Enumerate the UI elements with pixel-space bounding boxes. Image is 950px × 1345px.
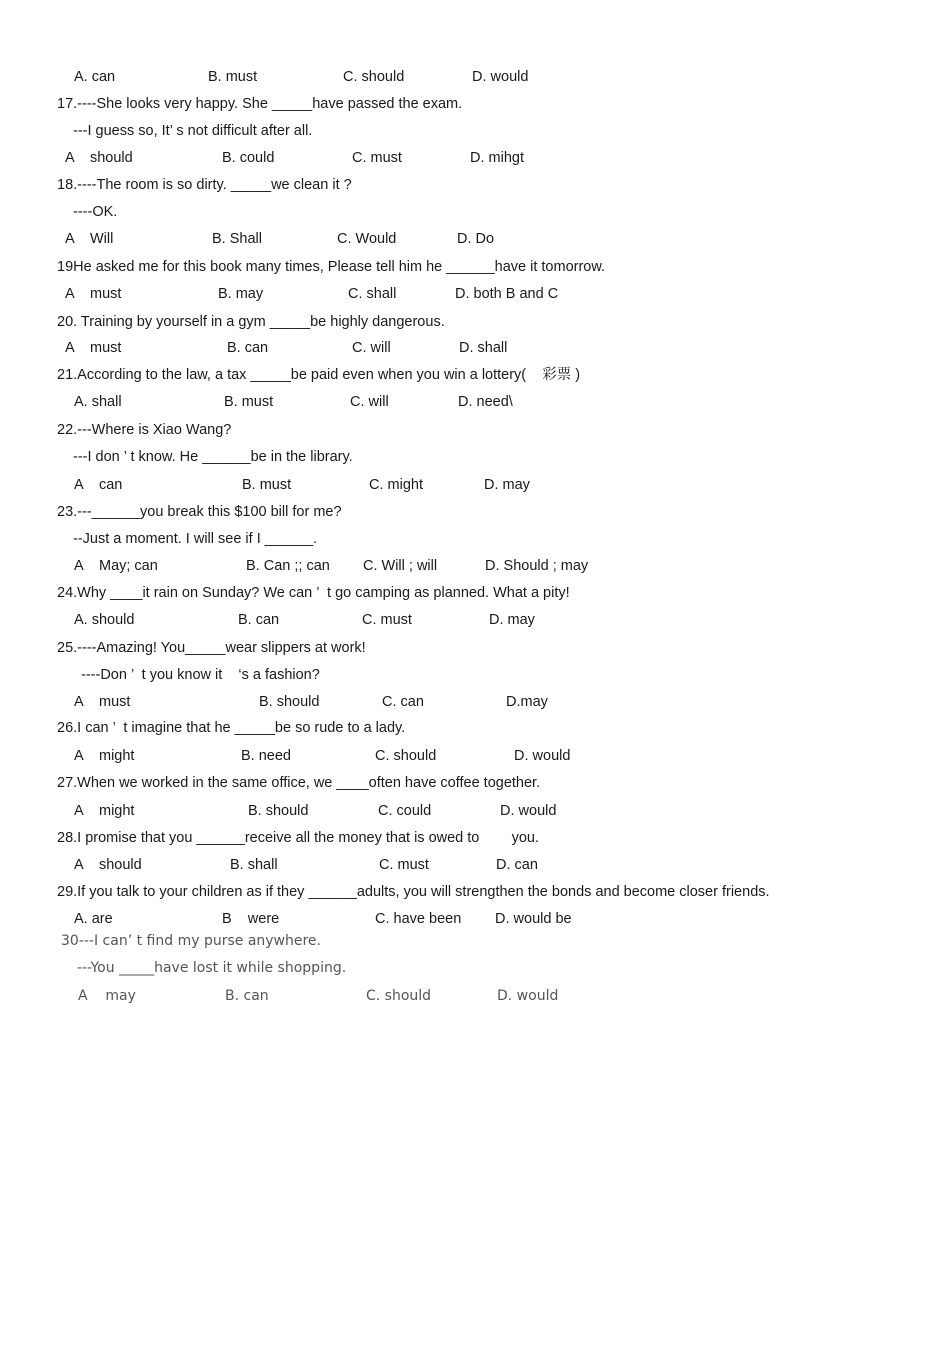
option-c: C. might [369,477,423,493]
question-29: 29.If you talk to your children as if they ______adults, you will strengthen the bonds and become closer friends. [57,884,770,900]
option-d: D. would [500,803,557,819]
option-b: B. need [241,748,291,764]
option-b: B. could [222,150,275,166]
option-d: D. both B and C [455,286,559,302]
option-b: B. Can ;; can [246,558,330,574]
question-26: 26.I can ’ t imagine that he _____be so rude to a lady. [57,720,406,736]
question-20: 20. Training by yourself in a gym _____be highly dangerous. [57,314,445,330]
option-a: A should [74,857,142,873]
question-23-reply: --Just a moment. I will see if I ______. [73,531,318,547]
option-c: C. Would [337,231,397,247]
option-d: D. may [489,612,535,628]
option-b: B. can [227,340,269,356]
option-d: D. mihgt [470,150,524,166]
option-b: B. Shall [212,231,262,247]
question-18: 18.----The room is so dirty. _____we clean it ? [57,177,352,193]
question-17: 17.----She looks very happy. She _____have passed the exam. [57,96,463,112]
option-a: A. can [74,69,116,85]
option-c: C. can [382,694,424,710]
option-d: D. can [496,857,538,873]
option-d: D. would [497,988,559,1004]
option-d: D.may [506,694,548,710]
option-b: B. should [248,803,309,819]
option-d: D. would be [495,911,572,927]
option-a: A might [74,803,135,819]
option-a: A can [74,477,123,493]
option-a: A May; can [74,558,158,574]
option-c: C. could [378,803,432,819]
question-24: 24.Why ____it rain on Sunday? We can ’ t go camping as planned. What a pity! [57,585,570,601]
option-d: D. may [484,477,530,493]
question-22: 22.---Where is Xiao Wang? [57,422,232,438]
question-19: 19He asked me for this book many times, Please tell him he ______have it tomorrow. [57,259,606,275]
option-a: A must [65,340,122,356]
option-a: A must [65,286,122,302]
option-a: A. should [74,612,135,628]
option-c: C. shall [348,286,397,302]
option-b: B. can [238,612,280,628]
option-c: C. should [343,69,405,85]
option-d: D. would [514,748,571,764]
question-30: 30---I can’ t find my purse anywhere. [61,933,321,949]
option-b: B. should [259,694,320,710]
question-18-reply: ----OK. [73,204,118,220]
question-17-reply: ---I guess so, It’ s not difficult after all. [73,123,313,139]
option-c: C. will [350,394,389,410]
option-c: C. Will ; will [363,558,438,574]
option-d: D. would [472,69,529,85]
option-a: A should [65,150,133,166]
option-c: C. have been [375,911,462,927]
question-22-reply: ---I don ’ t know. He ______be in the library. [73,449,353,465]
option-c: C. must [352,150,402,166]
question-21: 21.According to the law, a tax _____be paid even when you win a lottery( 彩票 ) [57,367,581,383]
option-b: B. shall [230,857,278,873]
option-c: C. should [366,988,432,1004]
question-30-reply: ---You _____have lost it while shopping. [77,960,347,976]
question-27: 27.When we worked in the same office, we ____often have coffee together. [57,775,541,791]
option-d: D. need\ [458,394,513,410]
question-23: 23.---______you break this $100 bill for me? [57,504,342,520]
option-b: B. must [242,477,292,493]
option-b: B were [222,911,280,927]
question-28: 28.I promise that you ______receive all the money that is owed to you. [57,830,539,846]
option-a: A. are [74,911,113,927]
option-a: A. shall [74,394,122,410]
option-d: D. shall [459,340,508,356]
option-d: D. Do [457,231,495,247]
option-c: C. must [379,857,429,873]
option-a: A may [78,988,136,1004]
option-c: C. must [362,612,412,628]
option-b: B. must [208,69,258,85]
option-a: A must [74,694,131,710]
option-a: A Will [65,231,114,247]
option-d: D. Should ; may [485,558,589,574]
option-c: C. should [375,748,437,764]
option-b: B. can [225,988,269,1004]
option-b: B. may [218,286,264,302]
option-b: B. must [224,394,274,410]
question-25: 25.----Amazing! You_____wear slippers at work! [57,640,366,656]
option-a: A might [74,748,135,764]
question-25-reply: ----Don ’ t you know it ‘s a fashion? [81,667,320,683]
option-c: C. will [352,340,391,356]
